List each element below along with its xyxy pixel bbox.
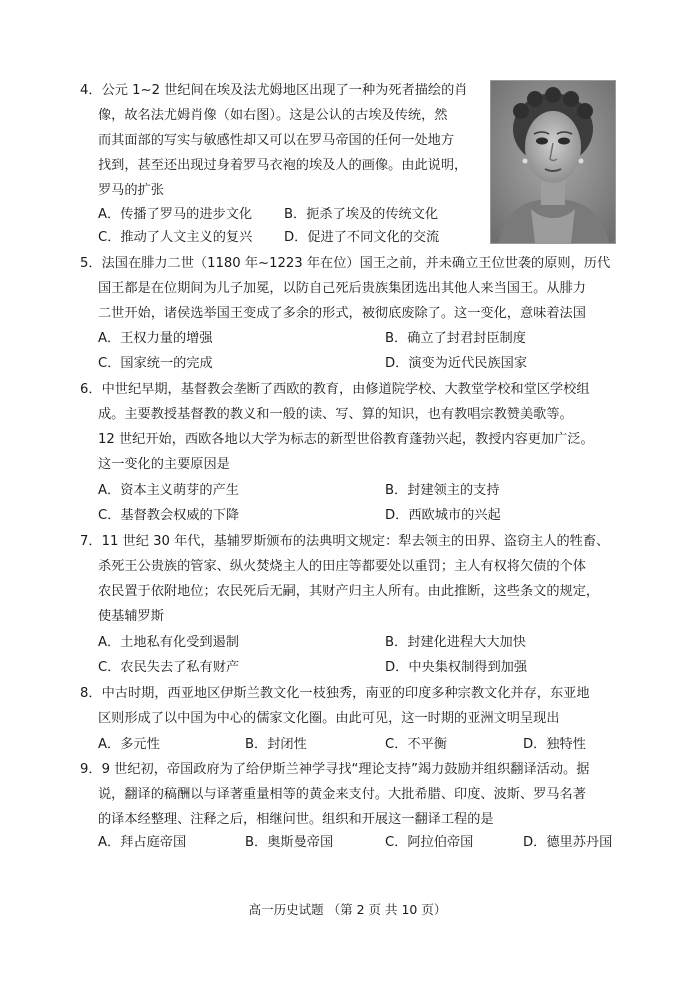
q5-line-2: 国王都是在位期间为儿子加冕，以防自己死后贵族集团选出其他人来当国王。从腓力: [98, 281, 586, 296]
q8-line-2: 区则形成了以中国为中心的儒家文化圈。由此可见，这一时期的亚洲文明呈现出: [98, 711, 560, 726]
q4-line-2: 像，故名法尤姆肖像（如右图）。这是公认的古埃及传统，然: [98, 108, 448, 123]
q6-option-b: B．封建领主的支持: [385, 483, 500, 498]
q8-option-c: C．不平衡: [385, 737, 447, 752]
fayum-portrait-image: [490, 80, 616, 244]
q4-line-5: 罗马的扩张: [98, 183, 164, 198]
q4-option-b: B．扼杀了埃及的传统文化: [284, 207, 439, 222]
q4-line-4: 找到，甚至还出现过身着罗马衣袍的埃及人的画像。由此说明，: [98, 158, 468, 173]
q7-line-4: 使基辅罗斯: [98, 609, 164, 624]
q5-line-1: 5．法国在腓力二世（1180 年~1223 年在位）国王之前，并未确立王位世袭的原则，历代: [80, 256, 611, 271]
q4-line-1: 4．公元 1~2 世纪间在埃及法尤姆地区出现了一种为死者描绘的肖: [80, 83, 468, 98]
q8-line-1: 8．中古时期，西亚地区伊斯兰教文化一枝独秀，南亚的印度多种宗教文化并存，东亚地: [80, 686, 590, 701]
q6-option-a: A．资本主义萌芽的产生: [98, 483, 239, 498]
q5-option-d: D．演变为近代民族国家: [385, 356, 528, 371]
q6-line-4: 这一变化的主要原因是: [98, 457, 230, 472]
q9-line-3: 的译本经整理、注释之后，相继问世。组织和开展这一翻译工程的是: [98, 812, 494, 827]
q5-line-3: 二世开始，诸侯选举国王变成了多余的形式，被彻底废除了。这一变化，意味着法国: [98, 306, 586, 321]
q5-option-c: C．国家统一的完成: [98, 356, 213, 371]
q7-option-d: D．中央集权制得到加强: [385, 660, 528, 675]
q6-line-3: 12 世纪开始，西欧各地以大学为标志的新型世俗教育蓬勃兴起，教授内容更加广泛。: [98, 432, 594, 447]
q8-option-a: A．多元性: [98, 737, 160, 752]
q4-option-a: A．传播了罗马的进步文化: [98, 207, 253, 222]
q4-option-d: D．促进了不同文化的交流: [284, 230, 440, 245]
q9-option-d: D．德里苏丹国: [523, 835, 613, 850]
q7-option-c: C．农民失去了私有财产: [98, 660, 240, 675]
q7-option-b: B．封建化进程大大加快: [385, 635, 526, 650]
q9-line-1: 9．9 世纪初，帝国政府为了给伊斯兰神学寻找“理论支持”竭力鼓励并组织翻译活动。据: [80, 762, 590, 777]
q7-line-3: 农民置于依附地位；农民死后无嗣，其财产归主人所有。由此推断，这些条文的规定，: [98, 584, 600, 599]
q8-option-b: B．封闭性: [245, 737, 307, 752]
q9-option-b: B．奥斯曼帝国: [245, 835, 334, 850]
q8-option-d: D．独特性: [523, 737, 586, 752]
q6-option-c: C．基督教会权威的下降: [98, 508, 240, 523]
q7-line-2: 杀死王公贵族的管家、纵火焚烧主人的田庄等都要处以重罚；主人有权将欠债的个体: [98, 559, 586, 574]
q6-option-d: D．西欧城市的兴起: [385, 508, 501, 523]
page-footer: 高一历史试题 （第 2 页 共 10 页）: [248, 902, 447, 917]
q4-line-3: 而其面部的写实与敏感性却又可以在罗马帝国的任何一处地方: [98, 133, 455, 148]
portrait-drawing: [491, 81, 615, 243]
q9-line-2: 说，翻译的稿酬以与译著重量相等的黄金来支付。大批希腊、印度、波斯、罗马名著: [98, 787, 586, 802]
q4-option-c: C．推动了人文主义的复兴: [98, 230, 253, 245]
q9-option-c: C．阿拉伯帝国: [385, 835, 474, 850]
q7-line-1: 7．11 世纪 30 年代，基辅罗斯颁布的法典明文规定：犁去领主的田界、盗窃主人的牲畜、: [80, 534, 610, 549]
q5-option-a: A．王权力量的增强: [98, 331, 213, 346]
q7-option-a: A．土地私有化受到遏制: [98, 635, 239, 650]
q5-option-b: B．确立了封君封臣制度: [385, 331, 526, 346]
q9-option-a: A．拜占庭帝国: [98, 835, 187, 850]
q6-line-2: 成。主要教授基督教的教义和一般的读、写、算的知识，也有教唱宗教赞美歌等。: [98, 407, 573, 422]
q6-line-1: 6．中世纪早期，基督教会垄断了西欧的教育，由修道院学校、大教堂学校和堂区学校组: [80, 382, 590, 397]
